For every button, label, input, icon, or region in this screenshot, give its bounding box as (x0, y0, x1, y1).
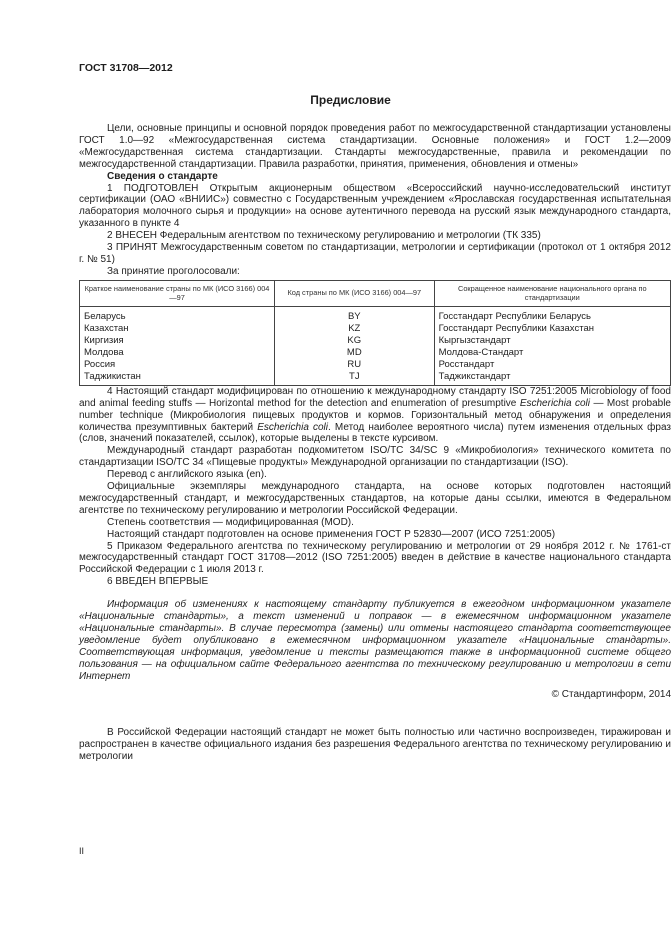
changes-info-italic: Информация об изменениях к настоящему стандарту публикуется в ежегодном информационном указателе «Национальные стандарты», а текст изменений и поправок — в ежемесячном информационном указателе «Национальные стандарты». В случае пересмотра (замены) или отмены настоящего стандарта соответствующее уведомление будет опубликовано в ежемесячном информационном указателе «Национальные стандарты». Соответствующая информация, уведомление и тексты размещаются также в информационной системе общего пользования — на официальном сайте Федерального агентства по техническому регулированию и метрологии в сети Интернет (79, 599, 671, 682)
page-title: Предисловие (310, 93, 391, 107)
item-modified (79, 386, 671, 446)
table-row (80, 347, 671, 359)
page-number: II (79, 846, 85, 856)
basis-note: Настоящий стандарт подготовлен на основе применения ГОСТ Р 52830—2007 (ИСО 7251:2005) (107, 528, 556, 540)
item-introduced: 6 ВВЕДЕН ВПЕРВЫЕ (107, 576, 209, 588)
modified-text-a: 4 Настоящий стандарт модифицирован по отношению к международному стандарту ISO 7251:2005 Microbiology of food and animal feeding stuffs — Horizontal method for the detection and enumeration of presumptive (79, 385, 671, 409)
ecoli-term: Escherichia coli (519, 397, 590, 409)
table-row (80, 335, 671, 347)
body-cell: Госстандарт Республики Беларусь (434, 306, 670, 323)
ecoli-term: Escherichia coli (257, 421, 328, 433)
item-enacted: 5 Приказом Федерального агентства по техническому регулированию и метрологии от 29 ноября 2012 г. № 1761-ст межгосударственный стандарт ГОСТ 31708—2012 (ISO 7251:2005) введен в действие в качестве национального стандарта Российской Федерации с 1 июля 2013 г. (79, 540, 671, 576)
vote-label: За принятие проголосовали: (107, 265, 240, 277)
intl-standard-info: Международный стандарт разработан подкомитетом ISO/TC 34/SC 9 «Микробиология» технического комитета по стандартизации ISO/TC 34 «Пищевые продукты» Международной организации по стандартизации (ISO). (79, 445, 671, 469)
table-row (80, 306, 671, 323)
code-cell: RU (275, 359, 435, 371)
document-body (79, 123, 671, 763)
translation-note: Перевод с английского языка (en). (107, 469, 267, 481)
intro-paragraph: Цели, основные принципы и основной порядок проведения работ по межгосударственной стандартизации установлены ГОСТ 1.0—92 «Межгосударственная система стандартизации. Основные положения» и ГОСТ 1.2—2009 «Межгосударственная система стандартизации. Стандарты межгосударственные, правила и рекомендации по межгосударственной стандартизации. Правила разработки, принятия, применения, обновления и отмены» (79, 123, 671, 170)
table-header-country: Краткое наименование страны по МК (ИСО 3166) 004—97 (80, 280, 275, 306)
code-cell: MD (275, 347, 435, 359)
reproduction-notice: В Российской Федерации настоящий стандарт не может быть полностью или частично воспроизведен, тиражирован и распространен в качестве официального издания без разрешения Федерального агентства по техническому регулированию и метрологии (79, 727, 671, 763)
code-cell: KG (275, 335, 435, 347)
country-cell: Киргизия (84, 334, 124, 346)
table-row (80, 359, 671, 371)
conformity-degree: Степень соответствия — модифицированная (MOD). (107, 516, 354, 528)
body-cell: Таджикстандарт (434, 371, 670, 386)
modified-text-c: . Метод наиболее вероятного числа) путем изменения отдельных фраз (слов, значений показателей, ссылок), которые выделены в тексте курсивом. (79, 421, 671, 445)
country-cell: Таджикистан (84, 370, 141, 382)
countries-table (79, 280, 671, 386)
code-cell: BY (275, 306, 435, 323)
table-row (80, 323, 671, 335)
body-cell: Кыргызстандарт (434, 335, 670, 347)
copyright: © Стандартинформ, 2014 (551, 688, 671, 700)
country-cell: Казахстан (84, 322, 129, 334)
item-adopted: 3 ПРИНЯТ Межгосударственным советом по стандартизации, метрологии и сертификации (протокол от 1 октября 2012 г. № 51) (79, 242, 671, 265)
code-cell: KZ (275, 323, 435, 335)
official-copies-note: Официальные экземпляры международного стандарта, на основе которых подготовлен настоящий межгосударственный стандарт, и межгосударственных стандартов, на которые даны ссылки, имеются в Федеральном агентстве по техническому регулированию и метрологии Российской Федерации. (79, 481, 671, 516)
body-cell: Росстандарт (434, 359, 670, 371)
table-header-body: Сокращенное наименование национального органа по стандартизации (434, 280, 670, 306)
modified-text-b: — Most probable number technique (Микробиология пищевых продуктов и кормов. Горизонтальный метод обнаружения и определения количества презумптивных бактерий (79, 397, 671, 433)
body-cell: Молдова-Стандарт (434, 347, 670, 359)
table-header-code: Код страны по МК (ИСО 3166) 004—97 (275, 280, 435, 306)
table-row (80, 371, 671, 386)
body-cell: Госстандарт Республики Казахстан (434, 323, 670, 335)
info-heading: Сведения о стандарте (107, 170, 218, 182)
item-submitted: 2 ВНЕСЕН Федеральным агентством по техническому регулированию и метрологии (ТК 335) (107, 230, 541, 242)
country-cell: Молдова (84, 346, 124, 358)
country-cell: Беларусь (84, 310, 126, 322)
country-cell: Россия (84, 358, 116, 370)
item-prepared: 1 ПОДГОТОВЛЕН Открытым акционерным обществом «Всероссийский научно-исследовательский институт сертификации (ОАО «ВНИИС») совместно с Государственным учреждением «Ярославская государственная испытательная лаборатория молочного сырья и продукции» на основе аутентичного перевода на русский язык международного стандарта, указанного в пункте 4 (79, 182, 671, 230)
document-id-header: ГОСТ 31708—2012 (79, 62, 173, 74)
code-cell: TJ (275, 371, 435, 386)
